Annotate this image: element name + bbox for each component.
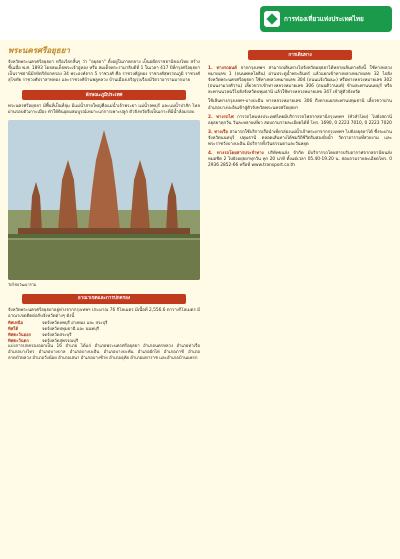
travel-train-title: 2. ทางรถไฟ bbox=[208, 114, 234, 120]
travel-boat-paragraph: 3. ทางเรือ สามารถใช้บริการเรือนำเที่ยวล่องแม่น้ำเจ้าพระยาจากกรุงเทพฯ ไปยังอยุธยาได้ ซึ่งจะผ่านจังหวัดนนทบุรี ปทุมธานี ตลอดเส้นทางได้ชมวิถีชีวิตริมสองฝั่งน้ำ วัดวาอารามที่สวยงาม และพระราชวังบางปะอิน มีบริการทั้งวันธรรมดาและวันหยุด bbox=[208, 129, 392, 148]
travel-car-title: 1. ทางรถยนต์ bbox=[208, 66, 237, 71]
top-bar bbox=[0, 0, 400, 40]
section-band-administration bbox=[22, 294, 186, 304]
brand-banner bbox=[8, 40, 200, 60]
section-administration-title: อาณาเขตและการปกครอง bbox=[77, 296, 131, 302]
geography-paragraph: พระนครศรีอยุธยา มีพื้นที่เป็นที่ลุ่ม มีแม่น้ำสายใหญ่คือแม่น้ำเจ้าพระยา แม่น้ำลพบุรี และแม่น้ำป่าสัก ไหลผ่านรอบตัวเกาะเมือง ทำให้ดินอุดมสมบูรณ์เหมาะแก่การเพาะปลูก ตัวจังหวัดจึงเป็นเกาะที่มีน้ำล้อมรอบ bbox=[8, 104, 200, 116]
badge-text: การท่องเที่ยวแห่งประเทศไทย bbox=[284, 15, 364, 23]
table-row: ทิศตะวันออก จดจังหวัดสระบุรี bbox=[8, 331, 72, 337]
travel-train-paragraph: 2. ทางรถไฟ การรถไฟแห่งประเทศไทยมีบริการรถไฟจากสถานีกรุงเทพฯ (หัวลำโพง) ไปยังสถานีอยุธยาทุกวัน วันละหลายเที่ยว สอบถามรายละเอียดได้ที่ โทร. 1690, 0 2223 7010, 0 2223 7020 bbox=[208, 114, 392, 126]
right-column bbox=[208, 40, 392, 172]
left-column bbox=[8, 40, 200, 362]
travel-boat-title: 3. ทางเรือ bbox=[208, 129, 228, 135]
travel-car-paragraph-2: ใช้เส้นทางกรุงเทพฯ-บางปะอิน ทางหลวงหมายเลข 306 ถึงทางแยกสะพานปทุมธานี เลี้ยวขวาผ่านอำเภอบางปะอินเข้าสู่ตัวจังหวัดพระนครศรีอยุธยา bbox=[208, 99, 392, 111]
travel-bus-paragraph: 4. ทางรถโดยสารประจำทาง บริษัทขนส่ง จำกัด มีบริการรถโดยสารปรับอากาศจากสถานีขนส่งหมอชิต 2 ไปยังอยุธยาทุกวัน ทุก 20 นาที ตั้งแต่เวลา 05.40-19.20 น. สอบถามรายละเอียดโทร. 0 2936 2852-66 หรือที่ www.transport.co.th bbox=[208, 151, 392, 169]
table-row: ทิศใต้ จดจังหวัดปทุมธานี และ นนทบุรี bbox=[8, 325, 100, 331]
temple-photo bbox=[8, 120, 200, 280]
districts-paragraph: แบ่งการปกครองออกเป็น 16 อำเภอ ได้แก่ อำเภอพระนครศรีอยุธยา อำเภอนครหลวง อำเภอท่าเรือ อำเภอบางไทร อำเภอบางบาล อำเภอบางปะอิน อำเภอบางปะหัน อำเภอผักไห่ อำเภอภาชี อำเภอลาดบัวหลวง อำเภอวังน้อย อำเภอเสนา อำเภอบางซ้าย อำเภออุทัย อำเภอมหาราช และอำเภอบ้านแพรก bbox=[8, 343, 200, 361]
borders-table bbox=[8, 320, 200, 344]
temple-illustration bbox=[8, 120, 200, 280]
section-geography-title: ลักษณะภูมิประเทศ bbox=[85, 92, 123, 98]
section-travel-title: การเดินทาง bbox=[288, 52, 312, 58]
section-band-travel bbox=[248, 50, 352, 60]
table-row: ทิศตะวันตก จดจังหวัดสุพรรณบุรี bbox=[8, 337, 79, 343]
travel-bus-title: 4. ทางรถโดยสารประจำทาง bbox=[208, 151, 264, 157]
seal-icon bbox=[264, 11, 280, 27]
intro-paragraph: จังหวัดพระนครศรีอยุธยา หรือเรียกสั้นๆ ว่า "อยุธยา" ตั้งอยู่ในภาคกลาง เป็นอดีตราชธานีของไทย สร้างขึ้นเมื่อ พ.ศ. 1893 โดยสมเด็จพระเจ้าอู่ทอง หรือ สมเด็จพระรามาธิบดีที่ 1 ในเวลา 417 ปีที่กรุงศรีอยุธยาเป็นราชธานีมีกษัตริย์ปกครอง 34 พระองค์จาก 5 ราชวงศ์ คือ ราชวงศ์อู่ทอง ราชวงศ์สุพรรณภูมิ ราชวงศ์สุโขทัย ราชวงศ์ปราสาททอง และราชวงศ์บ้านพลูหลวง บ้านเมืองเจริญรุ่งเรืองมีวัดวาอารามมากมาย bbox=[8, 60, 200, 84]
administration-paragraph: จังหวัดพระนครศรีอยุธยาอยู่ห่างจากกรุงเทพฯ ประมาณ 76 กิโลเมตร มีเนื้อที่ 2,556.6 ตารางกิโลเมตร มีอาณาเขตติดต่อกับจังหวัดต่างๆ ดังนี้ bbox=[8, 307, 200, 319]
section-band-geography bbox=[22, 90, 186, 100]
travel-car-paragraph: 1. ทางรถยนต์ จากกรุงเทพฯ สามารถเดินทางไปจังหวัดอยุธยาได้หลายเส้นทางดังนี้ ใช้ทางหลวงหมายเลข 1 (ถนนพหลโยธิน) ผ่านประตูน้ำพระอินทร์ แล้วแยกเข้าทางหลวงหมายเลข 32 ไปยังจังหวัดพระนครศรีอยุธยา ใช้ทางหลวงหมายเลข 304 (ถนนแจ้งวัฒนะ) หรือทางหลวงหมายเลข 302 (ถนนงามวงศ์วาน) เลี้ยวขวาเข้าทางหลวงหมายเลข 306 (ถนนติวานนท์) ข้ามสะพานนนทบุรี หรือสะพานนวลฉวีไปยังจังหวัดปทุมธานี แล้วใช้ทางหลวงหมายเลข 347 เข้าสู่ตัวจังหวัด bbox=[208, 66, 392, 96]
table-row: ทิศเหนือ จดจังหวัดลพบุรี อ่างทอง และ สระบุรี bbox=[8, 319, 108, 325]
tat-logo-badge bbox=[260, 6, 392, 32]
brand-title: พระนครศรีอยุธยา bbox=[8, 44, 70, 55]
photo-caption: วัดไชยวัฒนาราม bbox=[8, 281, 37, 287]
